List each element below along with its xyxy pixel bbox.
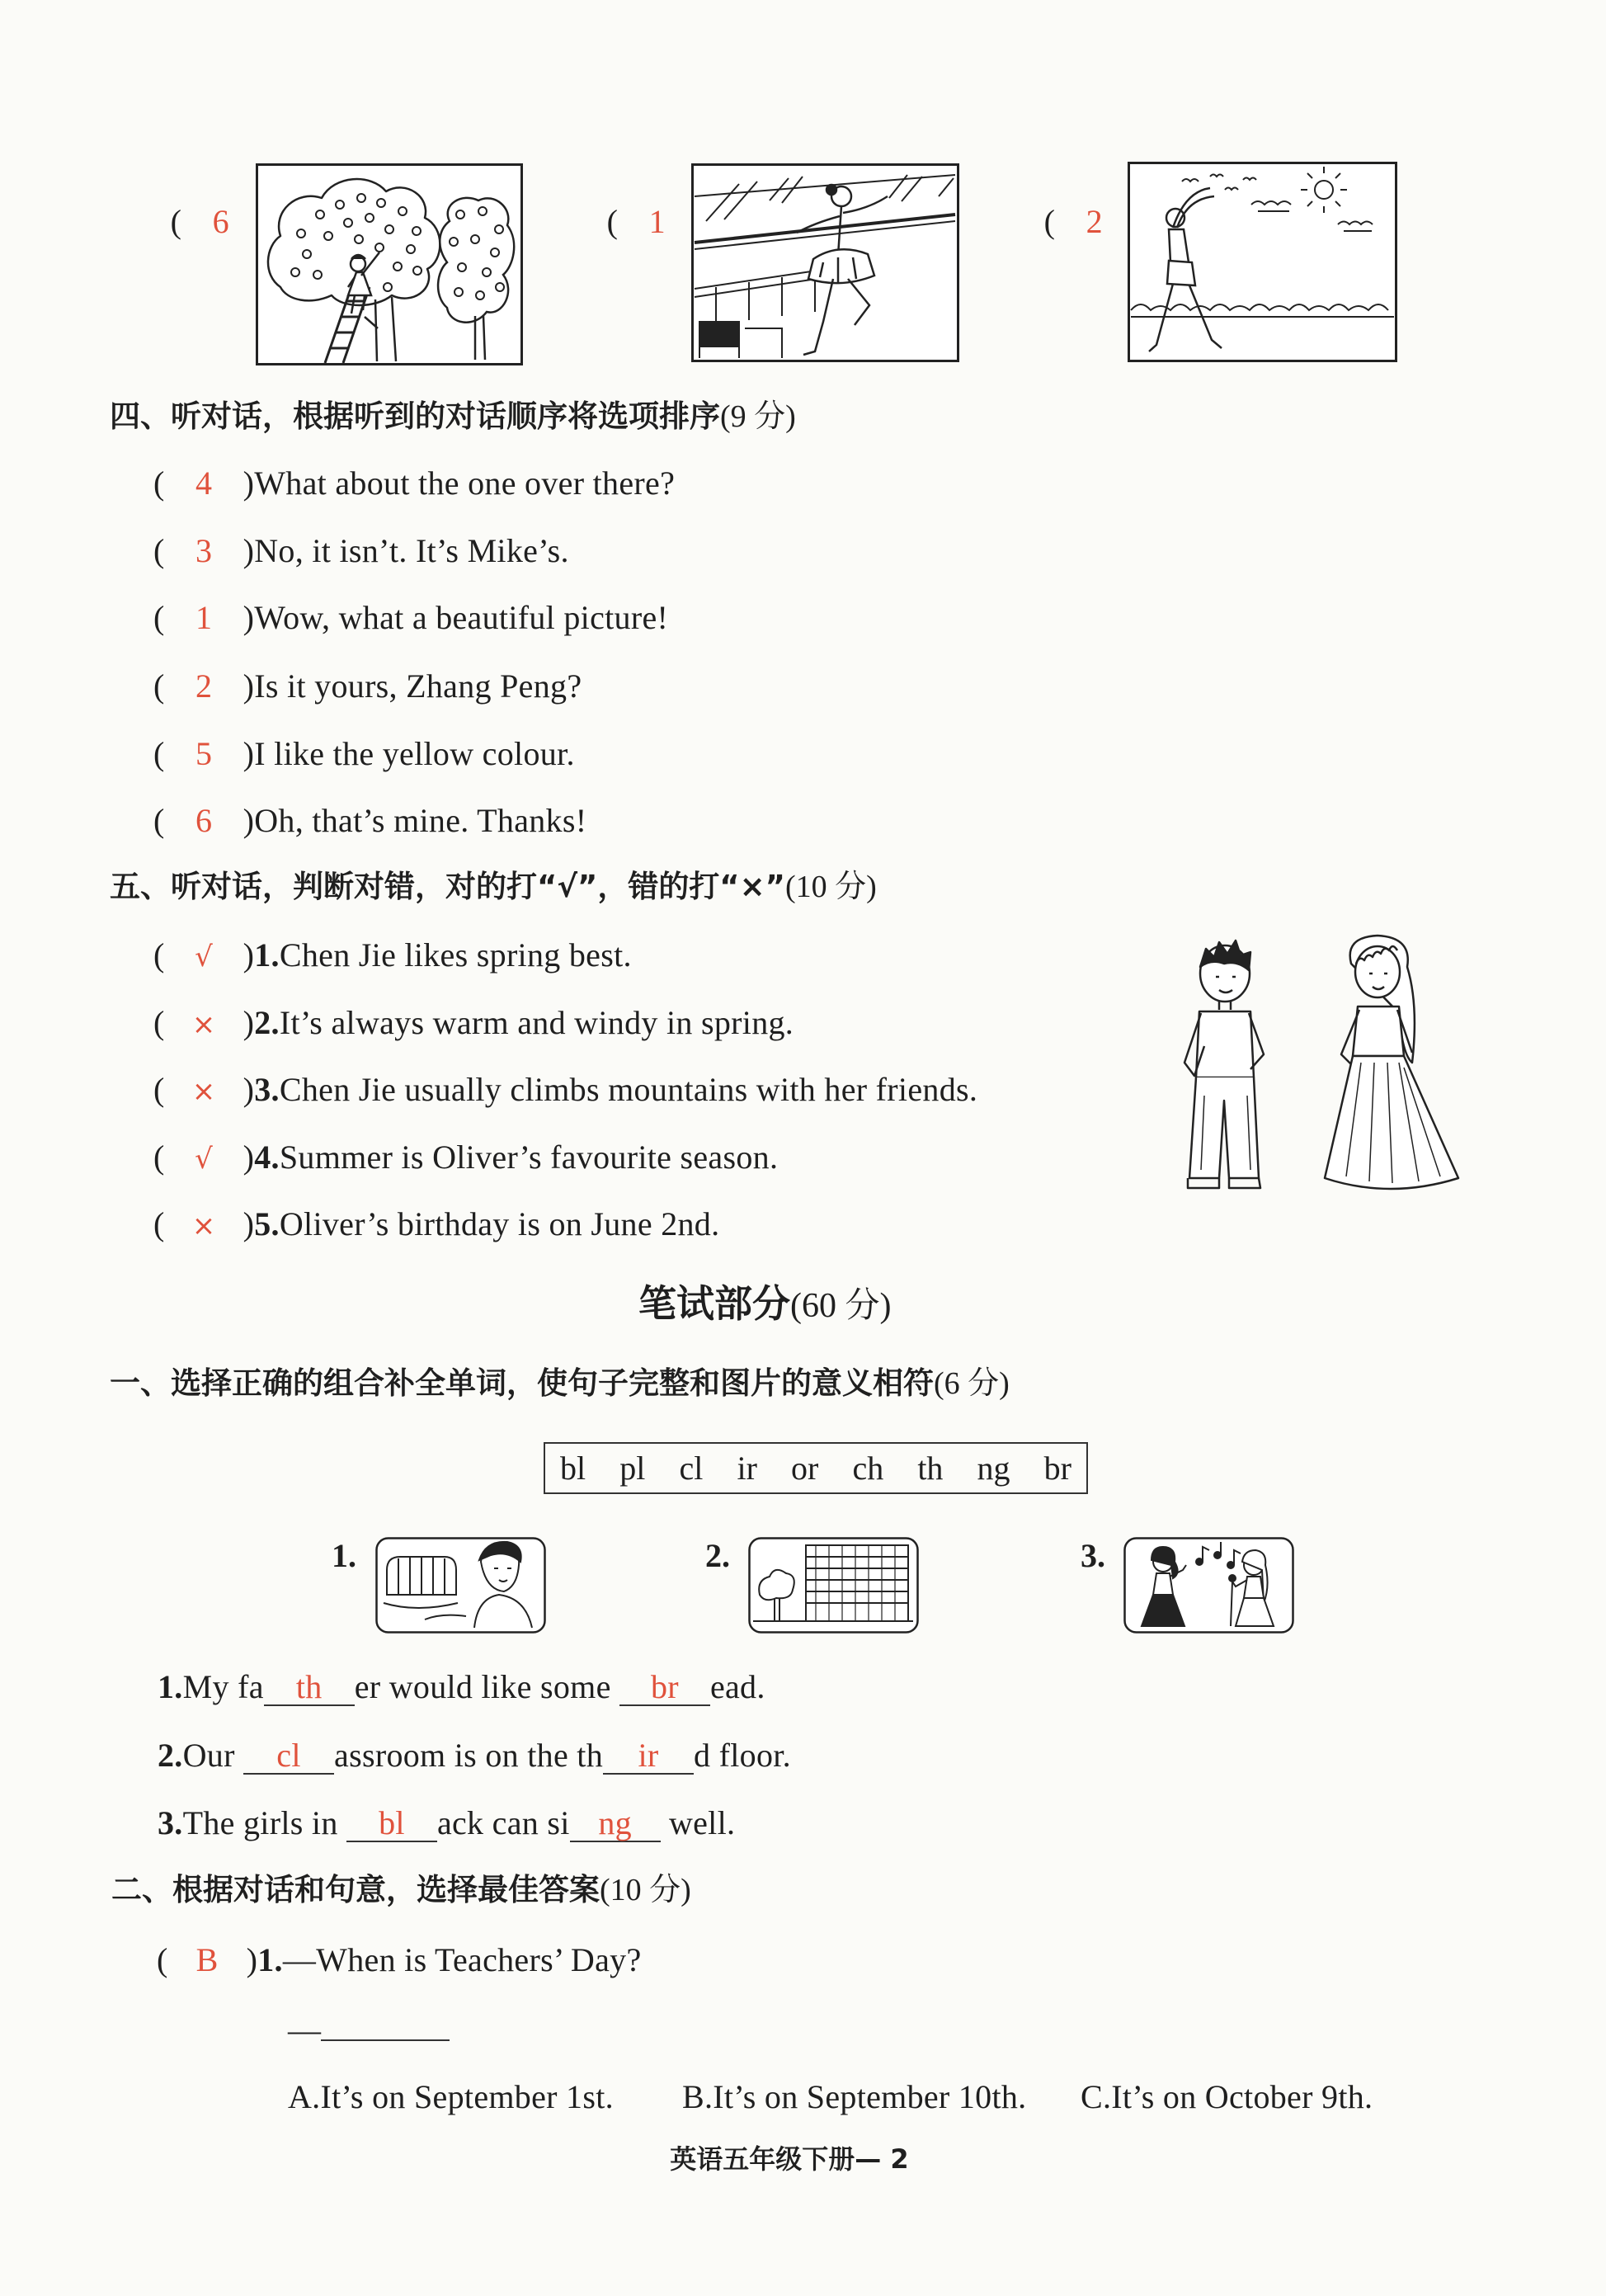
written-part-title — [638, 1279, 891, 1331]
cross-mark-icon: × — [191, 1075, 216, 1108]
building — [806, 1545, 908, 1621]
picture-answer-2 — [590, 163, 708, 242]
bracket-open: ( — [606, 203, 619, 240]
answer-blank: bl — [346, 1806, 437, 1842]
letter-option: or — [791, 1450, 819, 1487]
answer-value: 2 — [195, 667, 213, 705]
answer-bracket — [153, 734, 254, 774]
item-number: 4. — [254, 1139, 280, 1176]
section-1-score: (6 分) — [934, 1366, 1010, 1401]
reply-line — [288, 2011, 450, 2050]
letter-option: th — [917, 1450, 944, 1487]
bracket-open: ( — [153, 735, 165, 772]
cross-mark-icon: × — [191, 1008, 216, 1041]
sentence-text: Our — [182, 1737, 244, 1774]
bracket-close: ) — [243, 1205, 255, 1242]
bracket-open: ( — [153, 1071, 165, 1108]
option-b: B.It’s on September 10th. — [682, 2078, 1027, 2115]
bracket-close: ) — [243, 667, 255, 705]
answer-bracket — [153, 801, 254, 841]
answer-value: 1 — [648, 203, 666, 240]
order-item-text: Wow, what a beautiful picture! — [254, 599, 669, 636]
answer-blank: cl — [243, 1738, 334, 1775]
order-item-text: What about the one over there? — [254, 464, 676, 502]
answer-bracket — [153, 1138, 254, 1179]
item-number: 2. — [158, 1737, 183, 1774]
sentence-text: d floor. — [694, 1737, 791, 1774]
letter-option: ng — [977, 1450, 1010, 1487]
bracket-open: ( — [170, 203, 182, 240]
bracket-close: ) — [243, 464, 255, 502]
bracket-open: ( — [153, 1004, 165, 1041]
item-number: 3. — [158, 1804, 183, 1841]
section-5-heading — [110, 867, 877, 907]
answer-blank: ir — [603, 1738, 694, 1775]
choice-question-1 — [157, 1940, 642, 1980]
judge-item-text: Oliver’s birthday is on June 2nd. — [279, 1205, 720, 1242]
check-mark-icon: √ — [195, 1143, 214, 1176]
item-number: 2. — [254, 1004, 280, 1041]
letter-options-box — [544, 1442, 1088, 1494]
item-number: 1. — [254, 936, 280, 974]
section-4-heading — [110, 397, 796, 436]
letter-option: cl — [679, 1450, 704, 1487]
order-item-1 — [153, 464, 675, 503]
section-4-heading-text: 四、听对话，根据听到的对话顺序将选项排序 — [110, 398, 720, 434]
fill-sentence-2 — [158, 1736, 791, 1775]
answer-bracket — [153, 464, 254, 503]
bracket-open: ( — [153, 599, 165, 636]
answer-value: 5 — [195, 735, 213, 772]
answer-value: 1 — [195, 599, 213, 636]
bracket-open: ( — [153, 464, 165, 502]
sentence-text: My fa — [182, 1668, 264, 1705]
section-5-score: (10 分) — [784, 870, 877, 904]
bracket-close: ) — [243, 532, 255, 569]
letter-option: pl — [619, 1450, 646, 1487]
item-number: 5. — [254, 1205, 280, 1242]
apple-picking-picture — [256, 163, 523, 365]
answer-bracket — [153, 667, 254, 706]
order-item-text: Oh, that’s mine. Thanks! — [254, 802, 587, 839]
bracket-close: ) — [246, 1941, 258, 1978]
page-footer: 英语五年级下册— 2 — [670, 2143, 909, 2175]
judge-item-1 — [153, 936, 632, 977]
item-number: 3. — [254, 1071, 280, 1108]
answer-bracket — [153, 1003, 254, 1044]
answer-value: 3 — [195, 532, 213, 569]
bracket-open: ( — [157, 1941, 168, 1978]
order-item-text: Is it yours, Zhang Peng? — [254, 667, 582, 705]
judge-item-4 — [153, 1138, 778, 1179]
boy-and-girl-picture — [1171, 931, 1485, 1203]
option-c: C.It’s on October 9th. — [1081, 2078, 1373, 2115]
bracket-open: ( — [1043, 203, 1056, 240]
reply-dash: — — [288, 2011, 322, 2048]
sentence-text: well. — [660, 1804, 736, 1841]
bracket-close: ) — [243, 802, 255, 839]
judge-item-5 — [153, 1205, 719, 1246]
answer-blank: br — [619, 1670, 710, 1706]
picture-answer-1 — [153, 163, 271, 242]
answer-value: B — [195, 1941, 219, 1978]
section-2-score: (10 分) — [600, 1873, 691, 1907]
answer-bracket — [153, 936, 254, 977]
fill-sentence-1 — [158, 1667, 765, 1707]
answer-value: 4 — [195, 464, 213, 502]
section-2-heading-text: 二、根据对话和句意，选择最佳答案 — [111, 1872, 600, 1907]
written-part-score: (60 分) — [790, 1287, 892, 1325]
written-part-title-text: 笔试部分 — [638, 1281, 790, 1326]
cross-mark-icon: × — [191, 1209, 216, 1242]
section-1-heading-text: 一、选择正确的组合补全单词，使句子完整和图片的意义相符 — [110, 1365, 934, 1401]
bracket-open: ( — [153, 532, 165, 569]
girls-singing-picture — [1123, 1537, 1294, 1634]
bracket-open: ( — [153, 667, 165, 705]
letter-option: ir — [737, 1450, 757, 1487]
order-item-3 — [153, 598, 668, 638]
order-item-5 — [153, 734, 575, 774]
letter-option: ch — [852, 1450, 884, 1487]
bracket-open: ( — [153, 936, 165, 974]
sentence-text: ack can si — [436, 1804, 570, 1841]
judge-item-text: It’s always warm and windy in spring. — [279, 1004, 794, 1041]
answer-bracket — [153, 1070, 254, 1111]
bracket-open: ( — [153, 1205, 165, 1242]
judge-item-text: Chen Jie likes spring best. — [279, 936, 632, 974]
judge-item-text: Chen Jie usually climbs mountains with her friends. — [279, 1071, 978, 1108]
sentence-text: assroom is on the th — [334, 1737, 604, 1774]
check-mark-icon: √ — [195, 941, 214, 974]
judge-item-3 — [153, 1070, 977, 1111]
answer-blank: th — [264, 1670, 355, 1706]
order-item-text: I like the yellow colour. — [254, 735, 575, 772]
section-2-heading — [111, 1870, 691, 1910]
bread-and-father-picture — [375, 1537, 546, 1634]
option-a: A.It’s on September 1st. — [288, 2078, 614, 2115]
order-item-4 — [153, 667, 582, 706]
judge-item-2 — [153, 1003, 794, 1044]
answer-value: 6 — [212, 203, 229, 240]
bracket-close: ) — [243, 1004, 255, 1041]
section-1-heading — [110, 1364, 1010, 1403]
answer-value: 6 — [195, 802, 213, 839]
picture-label-1: 1. — [332, 1537, 356, 1574]
section-4-score: (9 分) — [720, 399, 796, 434]
fill-sentence-3 — [158, 1803, 735, 1843]
order-item-text: No, it isn’t. It’s Mike’s. — [254, 532, 569, 569]
judge-item-text: Summer is Oliver’s favourite season. — [279, 1139, 779, 1176]
order-item-6 — [153, 801, 586, 841]
order-item-2 — [153, 531, 569, 571]
girl — [1325, 936, 1458, 1189]
bracket-close: ) — [243, 1139, 255, 1176]
letter-option: bl — [560, 1450, 586, 1487]
reply-blank — [321, 2039, 450, 2041]
answer-blank: ng — [570, 1806, 661, 1842]
item-number: 1. — [257, 1941, 283, 1978]
item-number: 1. — [158, 1668, 183, 1705]
picture-frame — [257, 165, 522, 365]
question-text: —When is Teachers’ Day? — [282, 1941, 642, 1978]
bracket-close: ) — [243, 599, 255, 636]
bracket-open: ( — [153, 802, 165, 839]
school-building-picture — [748, 1537, 919, 1634]
picture-label-2: 2. — [705, 1537, 730, 1574]
answer-bracket — [153, 531, 254, 571]
bracket-close: ) — [243, 735, 255, 772]
answer-bracket — [153, 598, 254, 638]
answer-value: 2 — [1086, 203, 1103, 240]
ballet-dancing-picture — [691, 163, 959, 362]
answer-bracket — [153, 1205, 254, 1246]
morning-exercise-picture — [1128, 162, 1397, 362]
letter-option: br — [1043, 1450, 1071, 1487]
answer-bracket — [157, 1940, 257, 1980]
boy — [1184, 941, 1264, 1188]
bracket-open: ( — [153, 1139, 165, 1176]
section-5-heading-text: 五、听对话，判断对错，对的打“√”，错的打“×” — [110, 869, 785, 904]
bracket-close: ) — [243, 1071, 255, 1108]
picture-label-3: 3. — [1081, 1537, 1105, 1574]
sentence-text: er would like some — [354, 1668, 619, 1705]
sentence-text: ead. — [709, 1668, 765, 1705]
bracket-close: ) — [243, 936, 255, 974]
sentence-text: The girls in — [182, 1804, 346, 1841]
